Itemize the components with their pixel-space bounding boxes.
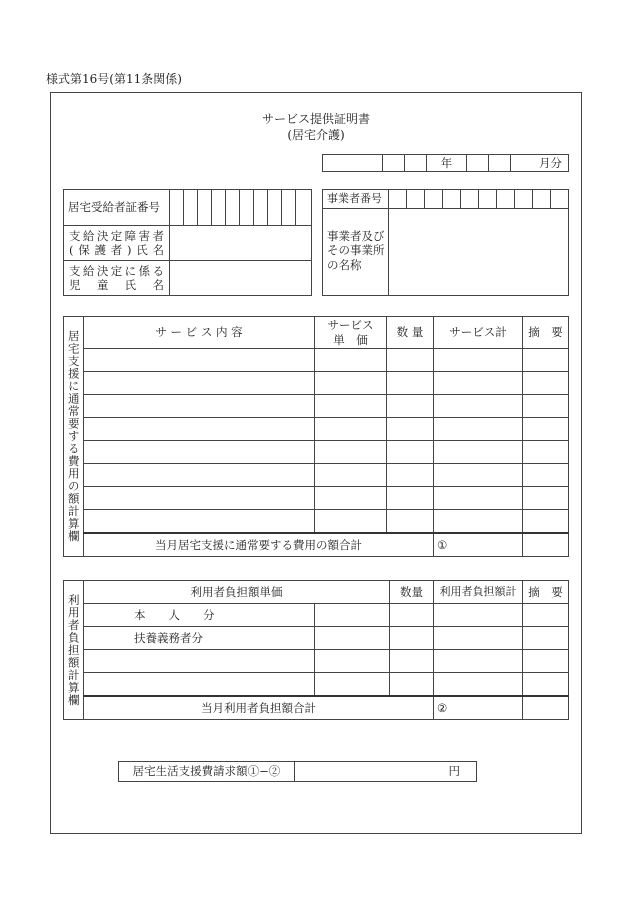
burden-cell-unit[interactable] [315,673,390,696]
cost-cell-qty[interactable] [387,395,434,418]
burden-row [64,673,569,696]
burden-cell-label[interactable] [84,650,315,673]
month-label: 月分 [511,155,569,172]
cost-cell-content[interactable] [84,395,315,418]
cost-cell-remarks[interactable] [523,487,569,510]
cost-row [64,418,569,441]
period-table [322,154,569,172]
burden-header-total: 利用者負担額計 [434,581,523,604]
cost-cell-qty[interactable] [387,487,434,510]
child-name-label-line2: 児童氏名 [69,278,164,292]
burden-cell-label[interactable] [84,673,315,696]
cost-header-content: サ ー ビ ス 内 容 [84,317,315,349]
period-blank[interactable] [323,155,383,172]
provider-table [322,189,569,296]
burden-row [64,627,569,650]
provider-name-field[interactable] [389,209,569,296]
cost-cell-content[interactable] [84,372,315,395]
provider-number-digit[interactable] [389,190,407,209]
cost-cell-qty[interactable] [387,441,434,464]
child-name-field[interactable] [170,261,312,296]
burden-row [64,650,569,673]
burden-header-unit: 利用者負担額単価 [84,581,390,604]
burden-cell-qty[interactable] [390,673,434,696]
burden-header-qty: 数量 [390,581,434,604]
cost-cell-qty[interactable] [387,510,434,533]
burden-header-remarks: 摘 要 [523,581,569,604]
person-name-field[interactable] [170,226,312,261]
cost-cell-unit[interactable] [315,418,387,441]
cost-cell-content[interactable] [84,441,315,464]
cost-cell-total[interactable] [434,349,523,372]
cert-no-digit[interactable] [268,190,282,226]
cert-no-digit[interactable] [170,190,184,226]
burden-total-label: 当月利用者負担額合計 [84,696,434,720]
provider-number-digit[interactable] [461,190,479,209]
burden-cell-unit[interactable] [315,627,390,650]
burden-table [63,580,569,720]
form-subtitle: (居宅介護) [287,128,345,142]
person-name-label-line1: 支給決定障害者 [69,228,164,243]
cost-header-remarks: 摘 要 [523,317,569,349]
cost-cell-remarks[interactable] [523,395,569,418]
cost-cell-qty[interactable] [387,349,434,372]
provider-number-digit[interactable] [407,190,425,209]
burden-cell-total[interactable] [434,673,523,696]
burden-total-remarks[interactable] [523,696,569,720]
cost-cell-remarks[interactable] [523,441,569,464]
provider-name-label [323,209,389,296]
burden-row-self-label: 本 人 分 [84,604,315,627]
cost-cell-remarks[interactable] [523,510,569,533]
year-label: 年 [427,155,467,172]
provider-name-label-line1: 事業者及び [327,229,385,243]
cost-cell-remarks[interactable] [523,372,569,395]
cert-no-digit[interactable] [296,190,312,226]
child-name-label [64,261,170,296]
cost-cell-total[interactable] [434,418,523,441]
form-title: サービス提供証明書 [261,112,370,126]
provider-number-label: 事業者番号 [323,190,389,209]
cost-row [64,372,569,395]
cost-cell-remarks[interactable] [523,418,569,441]
cost-header-qty: 数 量 [387,317,434,349]
cert-no-digit[interactable] [198,190,212,226]
cost-cell-content[interactable] [84,418,315,441]
cert-no-label: 居宅受給者証番号 [64,190,170,226]
cost-cell-total[interactable] [434,464,523,487]
burden-total-value[interactable]: ② [434,696,523,720]
claim-table [118,761,477,782]
person-name-label [64,226,170,261]
cost-cell-content[interactable] [84,464,315,487]
recipient-table [63,189,312,296]
cost-cell-unit[interactable] [315,372,387,395]
provider-name-label-line2: その事業所 [327,243,385,258]
cost-row [64,395,569,418]
cost-cell-content[interactable] [84,349,315,372]
cost-row [64,487,569,510]
burden-row [64,604,569,627]
burden-cell-qty[interactable] [390,604,434,627]
burden-total-row [64,696,569,720]
provider-number-digit[interactable] [551,190,569,209]
form-number: 様式第16号(第11条関係) [46,72,182,86]
burden-cell-remarks[interactable] [523,604,569,627]
cost-row [64,510,569,533]
cost-table [63,316,569,557]
provider-number-digit[interactable] [479,190,497,209]
burden-cell-total[interactable] [434,650,523,673]
cost-total-label: 当月居宅支援に通常要する費用の額合計 [84,533,434,557]
year-digit-2[interactable] [405,155,427,172]
person-name-label-line2: (保護者)氏名 [69,243,164,257]
cost-cell-total[interactable] [434,372,523,395]
provider-number-digit[interactable] [443,190,461,209]
cost-cell-unit[interactable] [315,349,387,372]
cost-cell-total[interactable] [434,487,523,510]
cost-cell-qty[interactable] [387,464,434,487]
cost-cell-unit[interactable] [315,395,387,418]
burden-cell-total[interactable] [434,627,523,650]
cost-cell-remarks[interactable] [523,349,569,372]
provider-name-label-line3: の名称 [327,257,362,272]
cost-cell-unit[interactable] [315,510,387,533]
cost-cell-total[interactable] [434,441,523,464]
cost-header-unit [315,317,387,349]
cert-no-digit[interactable] [212,190,226,226]
cost-row [64,464,569,487]
cost-header-total: サービス計 [434,317,523,349]
burden-cell-total[interactable] [434,604,523,627]
cost-cell-total[interactable] [434,510,523,533]
burden-section-side-label: 利用者負担額計算欄 [64,581,84,720]
burden-cell-remarks[interactable] [523,627,569,650]
cost-row [64,441,569,464]
cert-no-digit[interactable] [254,190,268,226]
cost-total-remarks[interactable] [523,533,569,557]
provider-number-digit[interactable] [497,190,515,209]
cost-header-unit-line1: サービス [327,318,374,333]
month-digit-1[interactable] [467,155,489,172]
cost-total-row [64,533,569,557]
cert-no-digit[interactable] [240,190,254,226]
cost-cell-total[interactable] [434,395,523,418]
burden-cell-unit[interactable] [315,604,390,627]
burden-cell-remarks[interactable] [523,650,569,673]
burden-cell-qty[interactable] [390,650,434,673]
burden-cell-unit[interactable] [315,650,390,673]
provider-number-digit[interactable] [533,190,551,209]
cost-cell-content[interactable] [84,487,315,510]
cost-cell-qty[interactable] [387,418,434,441]
claim-unit: 円 [448,764,460,779]
cost-cell-qty[interactable] [387,372,434,395]
burden-cell-remarks[interactable] [523,673,569,696]
child-name-label-line1: 支給決定に係る [69,263,164,278]
cost-cell-unit[interactable] [315,441,387,464]
provider-number-digit[interactable] [425,190,443,209]
cost-cell-remarks[interactable] [523,464,569,487]
burden-cell-qty[interactable] [390,627,434,650]
cost-row [64,349,569,372]
year-digit-1[interactable] [383,155,405,172]
cost-header-unit-line2: 単 価 [333,332,368,347]
cert-no-digit[interactable] [282,190,296,226]
month-digit-2[interactable] [489,155,511,172]
cert-no-digit[interactable] [184,190,198,226]
provider-number-digit[interactable] [515,190,533,209]
burden-row-dependent-label: 扶養義務者分 [84,627,315,650]
cert-no-digit[interactable] [226,190,240,226]
cost-cell-unit[interactable] [315,487,387,510]
cost-total-value[interactable]: ① [434,533,523,557]
cost-cell-unit[interactable] [315,464,387,487]
claim-label: 居宅生活支援費請求額①−② [119,762,295,782]
claim-amount-field[interactable] [295,762,477,782]
cost-section-side-label: 居宅支援に通常要する費用の額計算欄 [64,317,84,557]
cost-cell-content[interactable] [84,510,315,533]
